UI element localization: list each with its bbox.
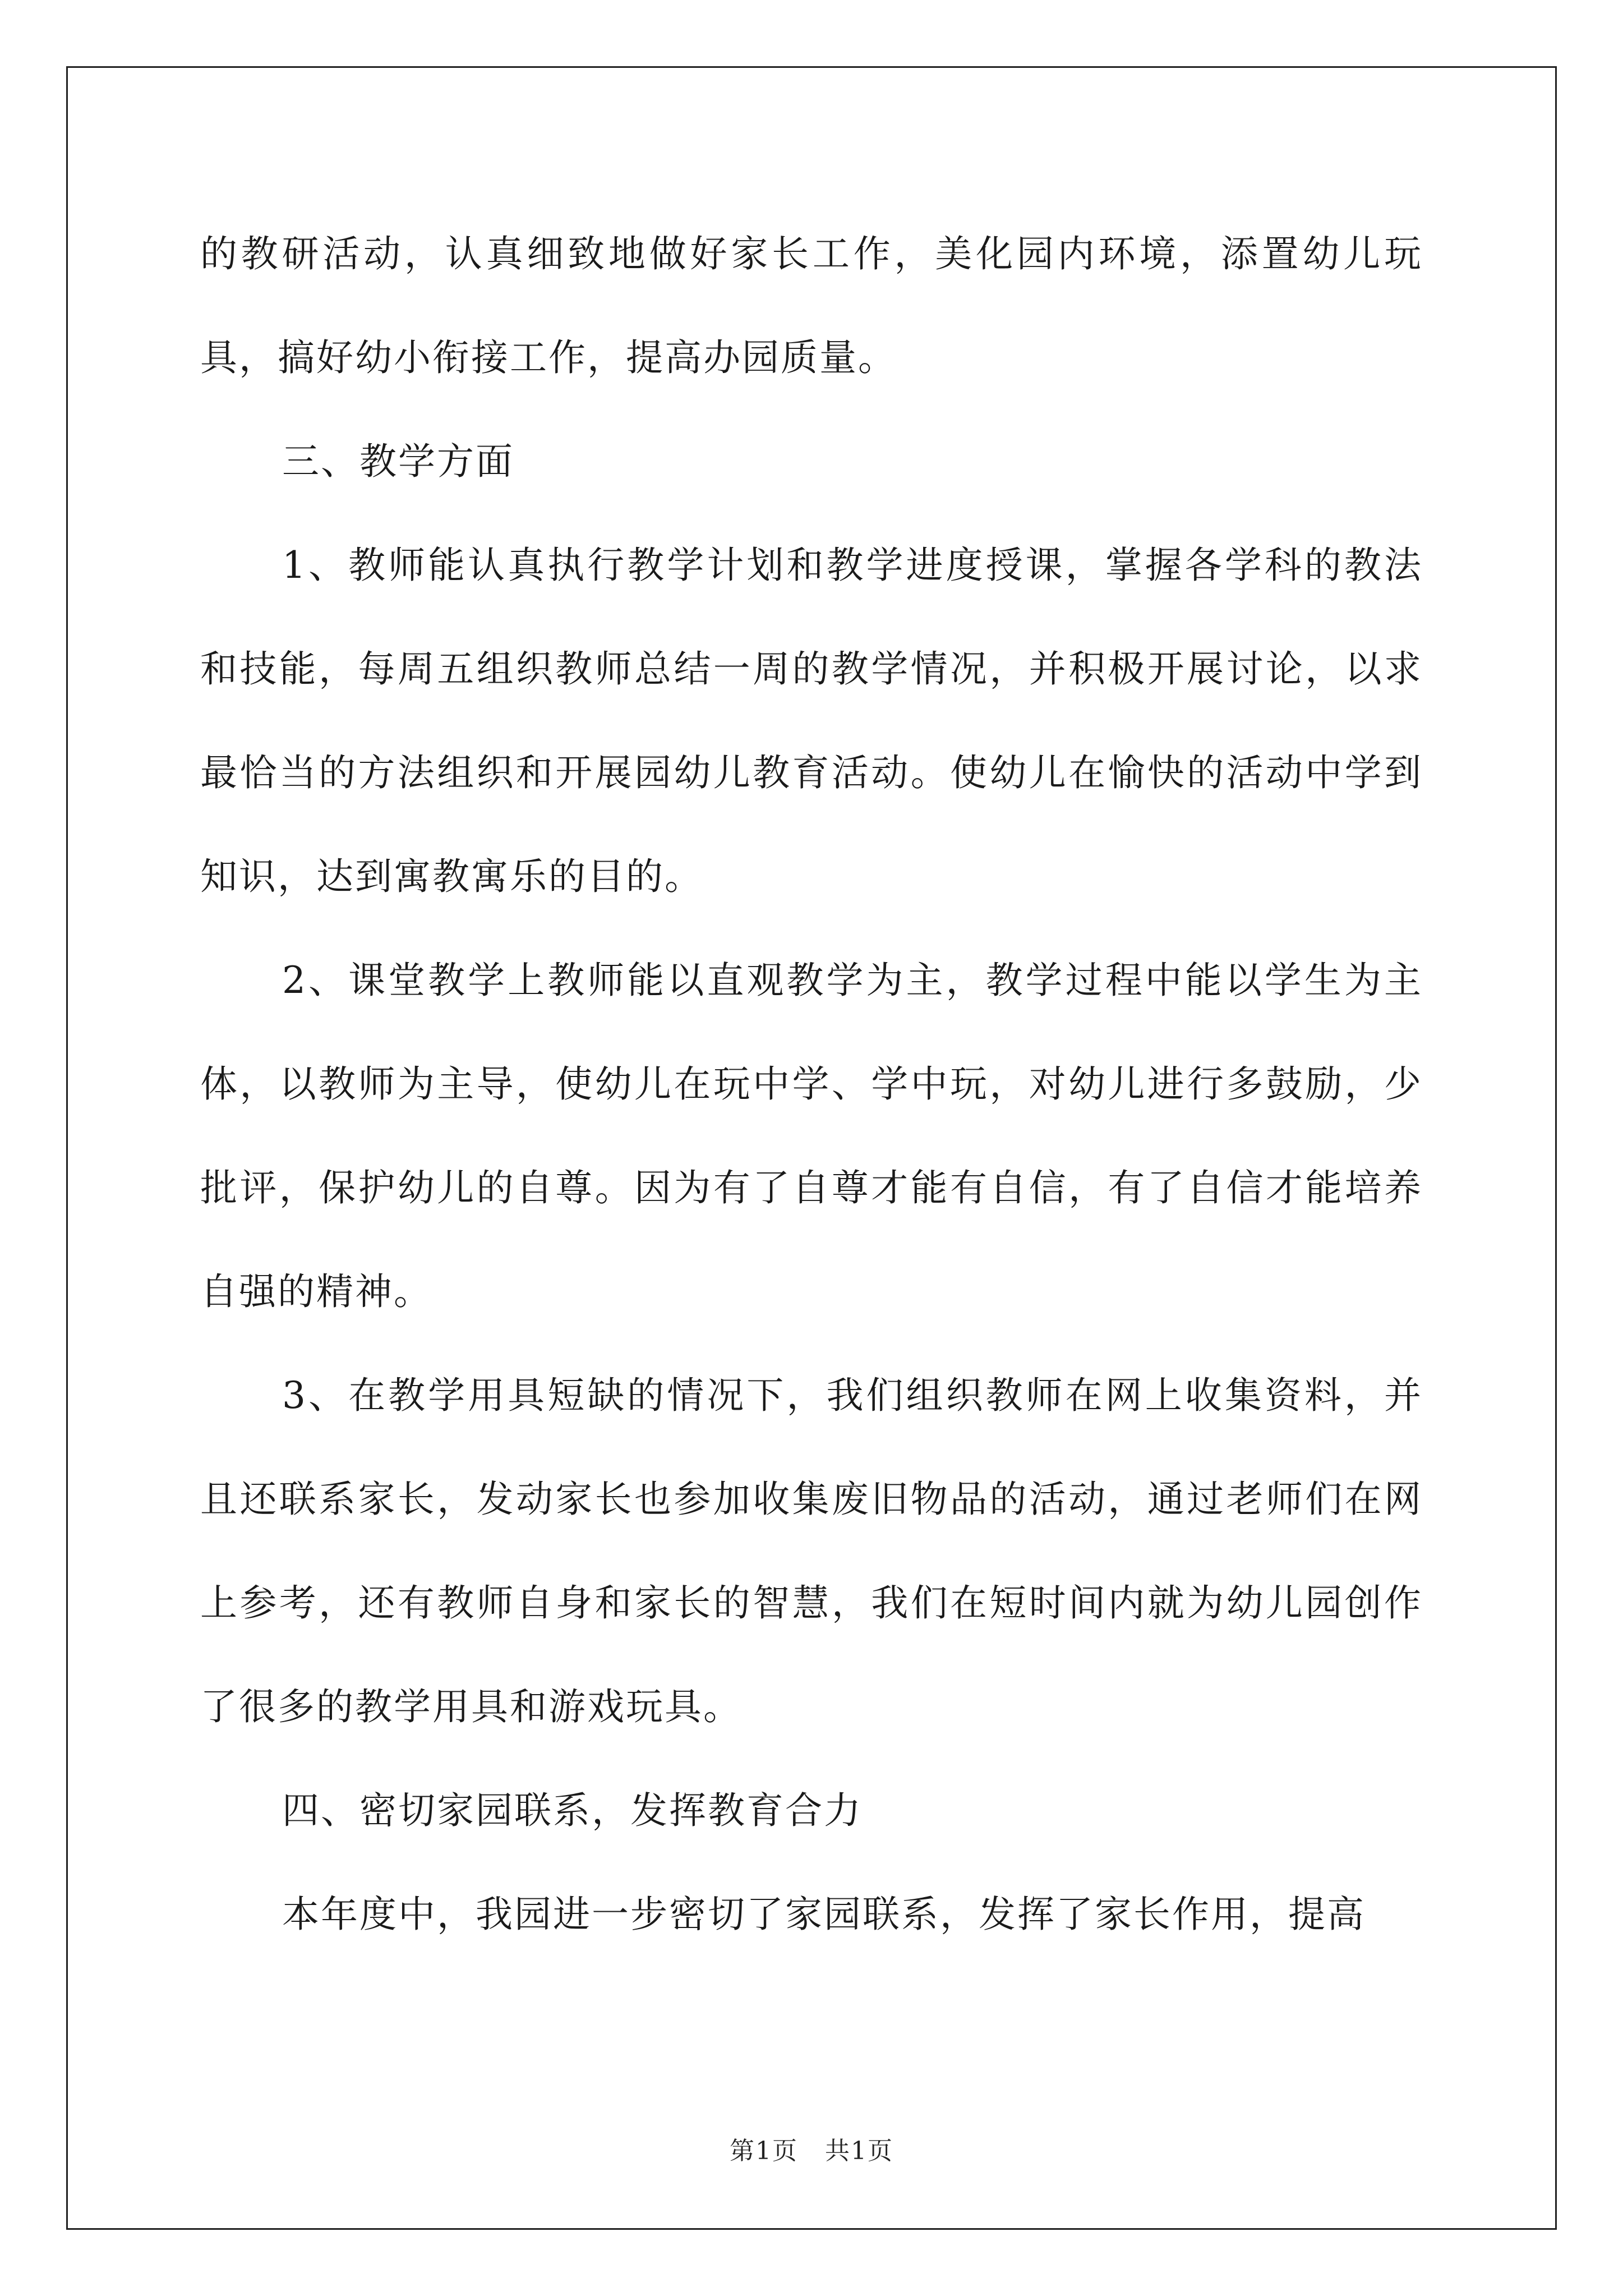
document-body bbox=[200, 202, 1423, 1966]
paragraph-continuation: 的教研活动，认真细致地做好家长工作，美化园内环境，添置幼儿玩具，搞好幼小衔接工作，提高办园质量。 bbox=[200, 232, 1423, 379]
page-total: 共1页 bbox=[825, 2137, 893, 2165]
paragraph-item-3: 3、在教学用具短缺的情况下，我们组织教师在网上收集资料，并且还联系家长，发动家长也参加收集废旧物品的活动，通过老师们在网上参考，还有教师自身和家长的智慧，我们在短时间内就为幼儿园创作了很多的教学用具和游戏玩具。 bbox=[200, 1374, 1423, 1728]
section-heading-teaching: 三、教学方面 bbox=[282, 440, 514, 483]
paragraph-home-school: 本年度中，我园进一步密切了家园联系，发挥了家长作用，提高 bbox=[282, 1893, 1366, 1936]
page-number: 第1页 bbox=[730, 2137, 798, 2165]
section-heading-home-school: 四、密切家园联系，发挥教育合力 bbox=[282, 1789, 863, 1832]
paragraph-item-2: 2、课堂教学上教师能以直观教学为主，教学过程中能以学生为主体，以教师为主导，使幼儿在玩中学、学中玩，对幼儿进行多鼓励，少批评，保护幼儿的自尊。因为有了自尊才能有自信，有了自信才能培养自强的精神。 bbox=[200, 959, 1423, 1313]
page-footer bbox=[0, 2131, 1623, 2166]
paragraph-item-1: 1、教师能认真执行教学计划和教学进度授课，掌握各学科的教法和技能，每周五组织教师总结一周的教学情况，并积极开展讨论，以求最恰当的方法组织和开展园幼儿教育活动。使幼儿在愉快的活动中学到知识，达到寓教寓乐的目的。 bbox=[200, 544, 1423, 898]
